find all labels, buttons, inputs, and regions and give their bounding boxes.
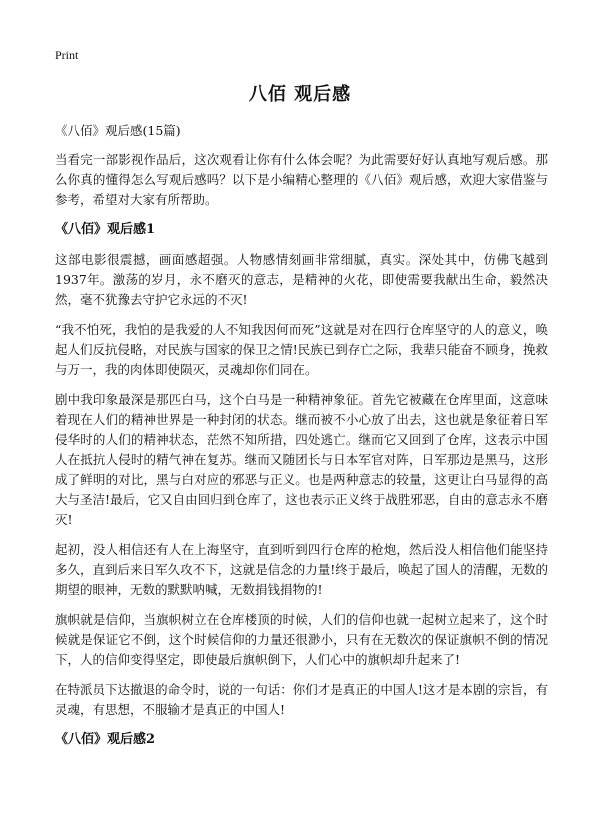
paragraph: 起初，没人相信还有人在上海坚守，直到听到四行仓库的枪炮，然后没人相信他们能坚持多久，直到后来日军久攻不下，这就是信念的力量!终于最后，唤起了国人的清醒，无数的期望的眼神，无数的默默呐喊，无数捐钱捐物的! bbox=[55, 542, 548, 597]
intro-paragraph: 当看完一部影视作品后，这次观看让你有什么体会呢？为此需要好好认真地写观后感。那么你真的懂得怎么写观后感吗？以下是小编精心整理的《八佰》观后感，欢迎大家借鉴与参考，希望对大家有所帮助。 bbox=[55, 152, 548, 207]
paragraph: 这部电影很震撼，画面感超强。人物感情刻画非常细腻，真实。深处其中，仿佛飞越到1937年。激荡的岁月，永不磨灭的意志，是精神的火花，即使需要我献出生命，毅然决然，毫不犹豫去守护它永远的不灭! bbox=[55, 252, 548, 307]
section-2 bbox=[55, 730, 548, 750]
paragraph: “我不怕死，我怕的是我爱的人不知我因何而死”这就是对在四行仓库坚守的人的意义，唤起人们反抗侵略，对民族与国家的保卫之情!民族已到存亡之际，我辈只能奋不顾身，挽救与万一，我的肉体即使陨灭，灵魂却你们同在。 bbox=[55, 322, 548, 377]
paragraph: 在特派员下达撤退的命令时，说的一句话：你们才是真正的中国人!这才是本剧的宗旨，有灵魂，有思想，不服输才是真正的中国人! bbox=[55, 682, 548, 717]
section-heading: 《八佰》观后感2 bbox=[55, 732, 156, 747]
print-link[interactable]: Print bbox=[55, 48, 79, 62]
document-subtitle: 《八佰》观后感(15篇) bbox=[55, 123, 181, 138]
document-title: 八佰 观后感 bbox=[248, 84, 352, 105]
section-1 bbox=[55, 220, 548, 720]
section-heading: 《八佰》观后感1 bbox=[55, 222, 156, 237]
document-body bbox=[55, 150, 548, 760]
paragraph: 剧中我印象最深是那匹白马，这个白马是一种精神象征。首先它被藏在仓库里面，这意味着现在人们的精神世界是一种封闭的状态。继而被不小心放了出去，这也就是象征着日军侵华时的人们的精神状态，茫然不知所措，四处逃亡。继而它又回到了仓库，这表示中国人在抵抗人侵时的精气神在复苏。继而又随团长与日本军官对阵，日军那边是黑马，这形成了鲜明的对比，黑与白对应的邪恶与正义。也是两种意志的较量，这更让白马显得的高大与圣洁!最后，它又自由回归到仓库了，这也表示正义终于战胜邪恶，自由的意志永不磨灭! bbox=[55, 392, 548, 527]
paragraph: 旗帜就是信仰，当旗帜树立在仓库楼顶的时候，人们的信仰也就一起树立起来了，这个时候就是保证它不倒，这个时候信仰的力量还很渺小，只有在无数次的保证旗帜不倒的情况下，人的信仰变得坚定，即使最后旗帜倒下，人们心中的旗帜却升起来了! bbox=[55, 612, 548, 667]
